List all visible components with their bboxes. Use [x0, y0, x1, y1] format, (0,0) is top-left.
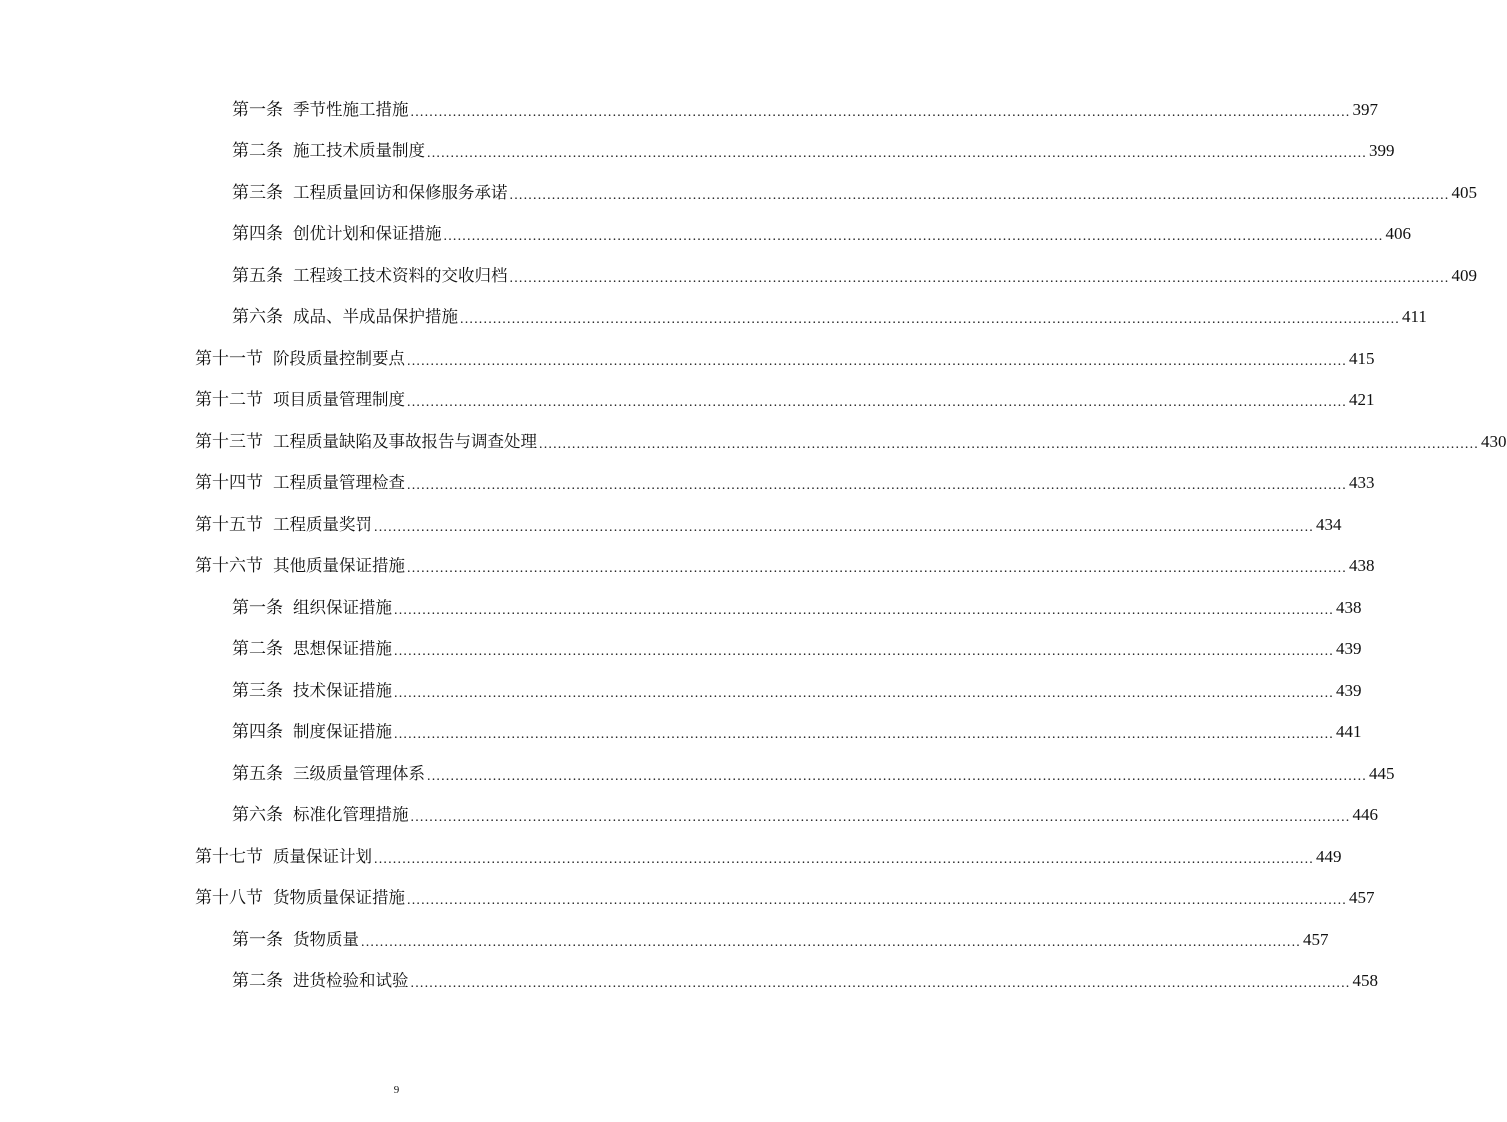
toc-entry-title: 工程质量奖罚	[273, 514, 372, 534]
toc-entry[interactable]	[0, 795, 1378, 837]
toc-entry[interactable]	[0, 670, 1362, 712]
toc-dot-leader: ........................................................................................................................................................................................................	[407, 353, 1347, 369]
toc-entry-number: 第十八节	[195, 888, 263, 909]
toc-dot-leader: ........................................................................................................................................................................................................	[509, 187, 1450, 203]
toc-entry-title: 标准化管理措施	[293, 805, 409, 825]
toc-entry-title: 其他质量保证措施	[273, 556, 405, 576]
toc-entry-title: 工程质量管理检查	[273, 473, 405, 493]
toc-entry-number: 第十六节	[195, 556, 263, 577]
page-number: 9	[393, 1084, 400, 1096]
toc-entry-page: 439	[1336, 680, 1362, 700]
toc-entry-page: 397	[1352, 99, 1378, 119]
toc-entry[interactable]	[0, 753, 1395, 795]
toc-entry-page: 430	[1481, 431, 1507, 451]
toc-dot-leader: ........................................................................................................................................................................................................	[374, 519, 1314, 535]
toc-entry-title: 阶段质量控制要点	[273, 348, 405, 368]
toc-entry-number: 第五条	[232, 265, 283, 286]
toc-entry-page: 458	[1352, 971, 1378, 991]
toc-entry-page: 399	[1369, 141, 1395, 161]
toc-dot-leader: ........................................................................................................................................................................................................	[539, 436, 1479, 452]
toc-entry-title: 质量保证计划	[273, 846, 372, 866]
toc-entry-page: 433	[1349, 473, 1375, 493]
toc-entry-number: 第二条	[232, 971, 283, 992]
toc-entry[interactable]	[0, 297, 1427, 339]
toc-dot-leader: ........................................................................................................................................................................................................	[509, 270, 1450, 286]
toc-entry-title: 项目质量管理制度	[273, 390, 405, 410]
toc-dot-leader: ........................................................................................................................................................................................................	[394, 644, 1334, 659]
toc-entry-number: 第一条	[232, 99, 283, 120]
toc-entry-number: 第四条	[232, 722, 283, 743]
toc-entry-title: 季节性施工措施	[293, 99, 409, 119]
toc-dot-leader: ........................................................................................................................................................................................................	[361, 934, 1301, 950]
toc-entry-title: 创优计划和保证措施	[293, 224, 442, 244]
toc-dot-leader: ........................................................................................................................................................................................................	[407, 893, 1347, 908]
toc-entry[interactable]	[0, 421, 1507, 463]
toc-entry-title: 三级质量管理体系	[293, 763, 425, 783]
toc-entry-number: 第一条	[232, 929, 283, 950]
toc-dot-leader: ........................................................................................................................................................................................................	[427, 768, 1367, 784]
toc-dot-leader: ........................................................................................................................................................................................................	[443, 229, 1384, 244]
toc-entry-title: 组织保证措施	[293, 597, 392, 617]
toc-entry[interactable]	[0, 255, 1477, 297]
toc-entry-page: 409	[1451, 265, 1477, 285]
toc-dot-leader: ........................................................................................................................................................................................................	[394, 727, 1334, 742]
toc-entry-number: 第六条	[232, 307, 283, 328]
toc-entry-number: 第三条	[232, 182, 283, 203]
toc-entry-number: 第十七节	[195, 846, 263, 867]
toc-entry-number: 第十四节	[195, 473, 263, 494]
toc-entry-page: 449	[1316, 846, 1342, 866]
toc-entry-number: 第二条	[232, 639, 283, 660]
toc-entry-page: 405	[1451, 182, 1477, 202]
toc-entry-page: 415	[1349, 348, 1375, 368]
toc-entry-number: 第十三节	[195, 431, 263, 452]
toc-entry-page: 421	[1349, 390, 1375, 410]
toc-entry-title: 施工技术质量制度	[293, 141, 425, 161]
toc-entry[interactable]	[0, 214, 1411, 256]
toc-entry[interactable]	[0, 380, 1375, 422]
toc-entry-page: 457	[1349, 888, 1375, 908]
toc-entry-title: 工程竣工技术资料的交收归档	[293, 265, 508, 285]
toc-entry-page: 439	[1336, 639, 1362, 659]
toc-entry-page: 438	[1349, 556, 1375, 576]
toc-entry-title: 技术保证措施	[293, 680, 392, 700]
toc-entry-number: 第六条	[232, 805, 283, 826]
toc-entry-number: 第十二节	[195, 390, 263, 411]
table-of-contents	[0, 89, 1507, 1002]
toc-entry-title: 进货检验和试验	[293, 971, 409, 991]
toc-entry-title: 货物质量保证措施	[273, 888, 405, 908]
toc-dot-leader: ........................................................................................................................................................................................................	[410, 104, 1351, 120]
toc-dot-leader: ........................................................................................................................................................................................................	[410, 976, 1351, 991]
toc-dot-leader: ........................................................................................................................................................................................................	[394, 602, 1334, 618]
toc-entry-page: 457	[1303, 929, 1329, 949]
toc-entry-page: 445	[1369, 763, 1395, 783]
toc-entry[interactable]	[0, 131, 1395, 173]
toc-dot-leader: ........................................................................................................................................................................................................	[374, 851, 1314, 867]
toc-entry-page: 446	[1352, 805, 1378, 825]
toc-entry-number: 第十五节	[195, 514, 263, 535]
toc-entry[interactable]	[0, 546, 1375, 588]
toc-entry-page: 438	[1336, 597, 1362, 617]
toc-entry-title: 工程质量回访和保修服务承诺	[293, 182, 508, 202]
toc-entry[interactable]	[0, 836, 1342, 878]
toc-entry-number: 第五条	[232, 763, 283, 784]
toc-entry[interactable]	[0, 338, 1375, 380]
toc-entry-page: 441	[1336, 722, 1362, 742]
toc-dot-leader: ........................................................................................................................................................................................................	[410, 810, 1351, 825]
toc-entry-number: 第一条	[232, 597, 283, 618]
toc-entry-page: 411	[1402, 307, 1427, 327]
toc-dot-leader: ........................................................................................................................................................................................................	[407, 478, 1347, 493]
toc-entry-number: 第四条	[232, 224, 283, 245]
toc-entry-title: 成品、半成品保护措施	[293, 307, 458, 327]
toc-dot-leader: ........................................................................................................................................................................................................	[394, 685, 1334, 701]
toc-entry[interactable]	[0, 89, 1378, 131]
toc-dot-leader: ........................................................................................................................................................................................................	[407, 561, 1347, 576]
toc-entry-title: 思想保证措施	[293, 639, 392, 659]
toc-entry-number: 第三条	[232, 680, 283, 701]
toc-entry[interactable]	[0, 712, 1362, 754]
toc-entry[interactable]	[0, 629, 1362, 671]
toc-dot-leader: ........................................................................................................................................................................................................	[407, 395, 1347, 410]
toc-entry[interactable]	[0, 919, 1329, 961]
toc-entry-page: 434	[1316, 514, 1342, 534]
toc-entry[interactable]	[0, 961, 1378, 1003]
toc-dot-leader: ........................................................................................................................................................................................................	[460, 312, 1400, 327]
toc-entry[interactable]	[0, 172, 1477, 214]
toc-entry-number: 第十一节	[195, 348, 263, 369]
toc-entry[interactable]	[0, 463, 1375, 505]
toc-entry[interactable]	[0, 587, 1362, 629]
toc-dot-leader: ........................................................................................................................................................................................................	[427, 146, 1367, 161]
toc-entry-page: 406	[1385, 224, 1411, 244]
toc-entry-title: 工程质量缺陷及事故报告与调查处理	[273, 431, 537, 451]
toc-entry-number: 第二条	[232, 141, 283, 162]
toc-entry-title: 货物质量	[293, 929, 359, 949]
toc-entry-title: 制度保证措施	[293, 722, 392, 742]
toc-entry[interactable]	[0, 504, 1342, 546]
toc-entry[interactable]	[0, 878, 1375, 920]
